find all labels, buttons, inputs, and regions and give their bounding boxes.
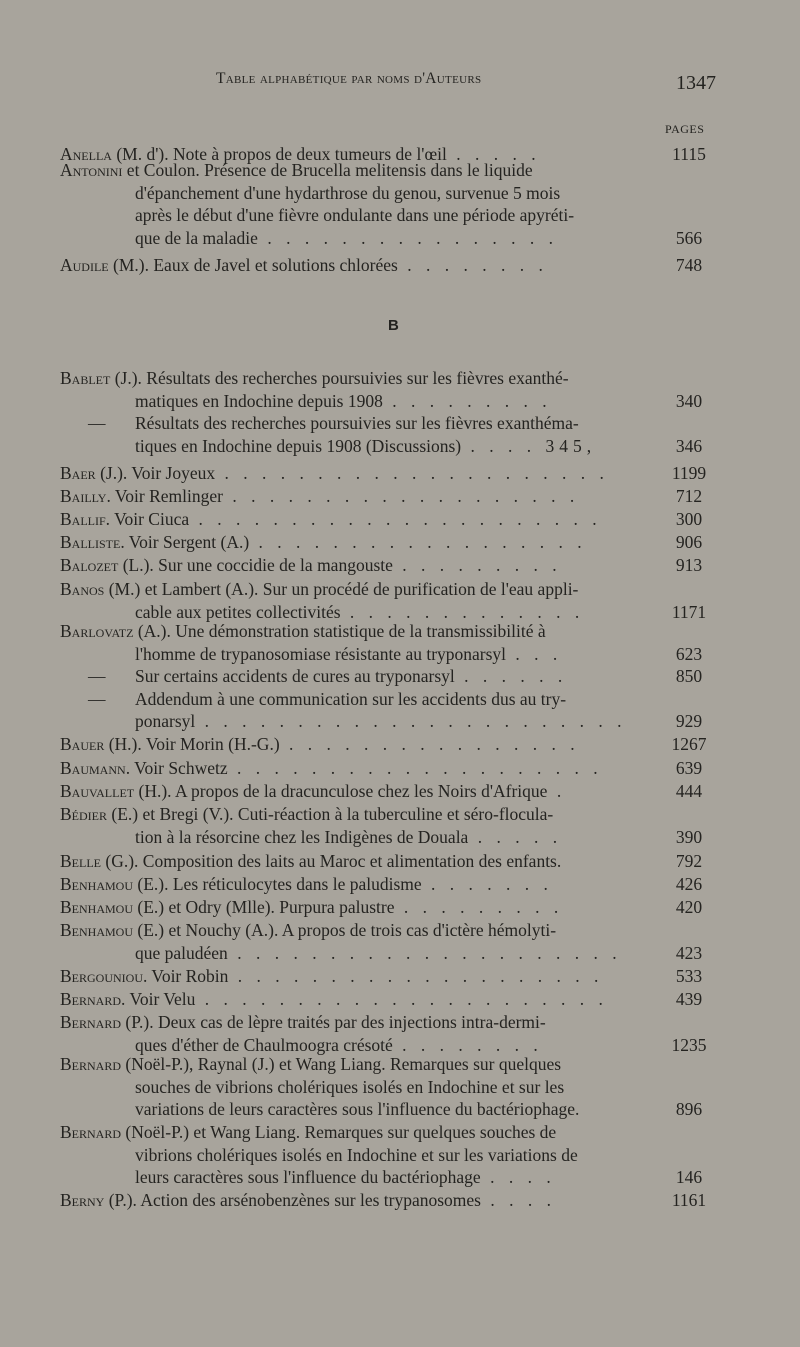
entry-text: leurs caractères sous l'influence du bactériophage (135, 1167, 481, 1188)
index-entry (60, 367, 720, 457)
page-number: 1347 (676, 72, 716, 94)
index-entry (60, 896, 720, 919)
entry-text: que de la maladie (135, 227, 258, 248)
entry-line (60, 710, 720, 733)
entry-text: l'homme de trypanosomiase résistante au tryponarsyl (135, 643, 507, 664)
author-name: Banos (60, 579, 105, 599)
page-reference: 896 (675, 1099, 703, 1120)
page-reference: 300 (675, 509, 703, 529)
entry-line (60, 620, 720, 643)
page-reference: 420 (675, 897, 703, 917)
entry-text: et Coulon. Présence de Brucella melitensis dans le liquide (122, 160, 533, 180)
dot-leader: . . . . . . . . . . . . . . . . . . . (222, 486, 580, 506)
author-name: Bernard (60, 1054, 122, 1074)
page-reference: 1161 (671, 1190, 707, 1210)
entry-text: (E.). Les réticulocytes dans le paludisme (133, 874, 422, 894)
author-name: Balozet (60, 555, 119, 575)
entry-line (60, 988, 720, 1011)
entry-text: Addendum à une communication sur les accidents dus au try- (135, 688, 567, 709)
entry-line (60, 733, 720, 756)
dot-leader: . . . . . . . . . . . . . . . . (279, 734, 580, 754)
page-reference: 439 (675, 989, 703, 1009)
index-entry (60, 531, 720, 554)
entry-line (60, 896, 720, 919)
page-reference: 1235 (671, 1034, 707, 1055)
entry-line (60, 531, 720, 554)
entry-text: . Voir Remlinger (106, 486, 223, 506)
index-entry (60, 620, 720, 733)
author-name: Bauvallet (60, 781, 135, 801)
entry-line (60, 435, 720, 458)
page-reference: 906 (675, 532, 703, 552)
page-reference: 423 (675, 942, 703, 963)
author-name: Baumann (60, 758, 126, 778)
entry-line (60, 508, 720, 531)
entry-text: matiques en Indochine depuis 1908 (135, 390, 383, 411)
ditto-dash: — (88, 413, 106, 434)
author-name: Bailly (60, 486, 107, 506)
entry-line (60, 965, 720, 988)
dot-leader: . (547, 781, 567, 801)
dot-leader: . . . . . . . . . . . . . . . . . . . . . (215, 463, 609, 483)
author-name: Bablet (60, 368, 111, 388)
entry-text: ques d'éther de Chaulmoogra crésoté (135, 1034, 393, 1055)
entry-text: souches de vibrions cholériques isolés en Indochine et sur les (135, 1076, 565, 1097)
entry-text: (E.) et Odry (Mlle). Purpura palustre (133, 897, 395, 917)
page-reference: 850 (675, 666, 703, 687)
author-name: Balliste (60, 532, 121, 552)
dot-leader: . . . . (481, 1190, 556, 1210)
dot-leader: . . . . . (446, 144, 541, 164)
entry-text: . Voir Ciuca (105, 509, 190, 529)
entry-text: (Noël-P.) et Wang Liang. Remarques sur quelques souches de (121, 1122, 557, 1142)
entry-line (60, 554, 720, 577)
entry-text: Résultats des recherches poursuivies sur les fièvres exanthéma- (135, 413, 579, 434)
author-name: Berny (60, 1190, 105, 1210)
page-reference: 1115 (672, 144, 706, 164)
dot-leader: . . . . . . . . . . . . . . . . . . . . (228, 966, 604, 986)
index-entry (60, 254, 720, 277)
entry-text: (G.). Composition des laits au Maroc et alimentation des enfants. (101, 851, 562, 871)
dot-leader: . . . . . (468, 826, 563, 847)
author-name: Bernard (60, 1012, 122, 1032)
entry-text: . Voir Schwetz (125, 758, 228, 778)
author-name: Bergouniou (60, 966, 143, 986)
page-reference: 1199 (671, 463, 707, 483)
entry-line (60, 578, 720, 601)
entry-text: vibrions cholériques isolés en Indochine et sur les variations de (135, 1144, 578, 1165)
entry-line (60, 665, 720, 688)
dot-leader: . . . . . . . . . . . . . (340, 601, 585, 622)
entry-text: Sur certains accidents de cures au tryponarsyl (135, 666, 455, 687)
entry-line (60, 1144, 720, 1167)
index-entry (60, 733, 720, 756)
index-entry (60, 1189, 720, 1212)
page-reference: 390 (675, 826, 703, 847)
dot-leader: . . . (506, 643, 563, 664)
dot-leader: . . . . . . . . (397, 255, 548, 275)
entry-text: . Voir Velu (121, 989, 196, 1009)
index-entry (60, 554, 720, 577)
entry-text: après le début d'une fièvre ondulante dans une période apyréti- (135, 205, 575, 226)
entry-text: . Voir Sergent (A.) (120, 532, 250, 552)
entry-text: cable aux petites collectivités (135, 601, 341, 622)
dot-leader: . . . . . . (454, 666, 568, 687)
index-entry (60, 1053, 720, 1121)
entry-text: (H.). A propos de la dracunculose chez les Noirs d'Afrique (134, 781, 548, 801)
entry-text: (Noël-P.), Raynal (J.) et Wang Liang. Remarques sur quelques (121, 1054, 562, 1074)
entry-text: variations de leurs caractères sous l'influence du bactériophage. (135, 1099, 580, 1120)
author-name: Benhamou (60, 897, 134, 917)
entry-line (60, 1011, 720, 1034)
ditto-dash: — (88, 666, 106, 687)
entry-text: d'épanchement d'une hydarthrose du genou, survenue 5 mois (135, 182, 561, 203)
entry-line (60, 826, 720, 849)
entry-line (60, 1121, 720, 1144)
entry-line (60, 643, 720, 666)
ditto-dash: — (88, 688, 106, 709)
page-reference: 146 (675, 1167, 703, 1188)
entry-line (60, 1166, 720, 1189)
dot-leader: . . . . . . . . . (392, 555, 562, 575)
entry-text: tiques en Indochine depuis 1908 (Discussions) (135, 435, 462, 456)
dot-leader: . . . . . . . . (392, 1034, 543, 1055)
dot-leader: . . . . . . . . . (394, 897, 564, 917)
entry-text: (M. d'). Note à propos de deux tumeurs de l'œil (111, 144, 447, 164)
entry-line (60, 462, 720, 485)
entry-line (60, 254, 720, 277)
entry-line (60, 1053, 720, 1076)
entry-text: que paludéen (135, 942, 228, 963)
page-reference: 623 (675, 643, 703, 664)
author-name: Bernard (60, 1122, 122, 1142)
page-reference: 533 (675, 966, 703, 986)
section-letter: B (388, 317, 399, 334)
page-reference: 748 (675, 255, 703, 275)
index-entry (60, 965, 720, 988)
author-name: Belle (60, 851, 101, 871)
dot-leader: . . . . . . . . . (382, 390, 552, 411)
dot-leader: . . . . 345, (461, 435, 597, 456)
entry-line (60, 485, 720, 508)
entry-line (60, 159, 720, 182)
index-entry (60, 850, 720, 873)
page-reference: 792 (675, 851, 703, 871)
author-name: Barlovatz (60, 621, 134, 641)
entry-text: ponarsyl (135, 711, 196, 732)
author-name: Benhamou (60, 874, 134, 894)
page-reference: 426 (675, 874, 703, 894)
entry-text: (M.). Eaux de Javel et solutions chlorées (108, 255, 398, 275)
entry-line (60, 182, 720, 205)
entry-line (60, 367, 720, 390)
entry-text: (J.). Résultats des recherches poursuivies sur les fièvres exanthé- (110, 368, 569, 388)
dot-leader: . . . . . . . . . . . . . . . . . . . . . . (195, 989, 608, 1009)
index-entry (60, 757, 720, 780)
pages-column-label: PAGES (665, 122, 705, 136)
entry-text: (P.). Action des arsénobenzènes sur les trypanosomes (104, 1190, 481, 1210)
dot-leader: . . . . . . . . . . . . . . . . . . . . . . (189, 509, 602, 529)
index-entry (60, 159, 720, 249)
entry-line (60, 803, 720, 826)
entry-text: . Voir Robin (143, 966, 229, 986)
page-reference: 340 (675, 390, 703, 411)
entry-text: (E.) et Bregi (V.). Cuti-réaction à la tuberculine et séro-flocula- (107, 804, 554, 824)
entry-line (60, 390, 720, 413)
entry-line (60, 780, 720, 803)
entry-line (60, 1098, 720, 1121)
entry-line (60, 412, 720, 435)
author-name: Bauer (60, 734, 105, 754)
page-reference: 346 (675, 435, 703, 456)
dot-leader: . . . . . . . . . . . . . . . . . . . . (227, 758, 603, 778)
entry-line (60, 942, 720, 965)
page-reference: 929 (675, 711, 703, 732)
index-entry (60, 462, 720, 485)
entry-line (60, 1189, 720, 1212)
page-reference: 444 (675, 781, 703, 801)
author-name: Baer (60, 463, 96, 483)
author-name: Bédier (60, 804, 107, 824)
entry-text: (P.). Deux cas de lèpre traités par des injections intra-dermi- (121, 1012, 546, 1032)
entry-line (60, 850, 720, 873)
entry-line (60, 688, 720, 711)
entry-line (60, 1076, 720, 1099)
index-entry (60, 1121, 720, 1189)
entry-text: (E.) et Nouchy (A.). A propos de trois cas d'ictère hémolyti- (133, 920, 557, 940)
entry-line (60, 757, 720, 780)
author-name: Antonini (60, 160, 123, 180)
entry-text: (A.). Une démonstration statistique de la transmissibilité à (133, 621, 546, 641)
entry-text: (M.) et Lambert (A.). Sur un procédé de purification de l'eau appli- (104, 579, 579, 599)
author-name: Benhamou (60, 920, 134, 940)
page-reference: 566 (675, 227, 703, 248)
index-entry (60, 578, 720, 623)
entry-text: (H.). Voir Morin (H.-G.) (104, 734, 280, 754)
entry-line (60, 227, 720, 250)
page-reference: 712 (675, 486, 703, 506)
index-entry (60, 508, 720, 531)
index-entry (60, 988, 720, 1011)
entry-line (60, 873, 720, 896)
dot-leader: . . . . . . . . . . . . . . . . . . . . . . . (195, 711, 627, 732)
dot-leader: . . . . . . . (421, 874, 553, 894)
index-entry (60, 919, 720, 964)
author-name: Audile (60, 255, 109, 275)
entry-text: (L.). Sur une coccidie de la mangouste (118, 555, 393, 575)
author-name: Bernard (60, 989, 122, 1009)
index-entry (60, 803, 720, 848)
entry-line (60, 919, 720, 942)
index-entry (60, 485, 720, 508)
entry-text: tion à la résorcine chez les Indigènes de Douala (135, 826, 469, 847)
page-reference: 639 (675, 758, 703, 778)
index-entry (60, 873, 720, 896)
page-reference: 1171 (671, 601, 707, 622)
dot-leader: . . . . . . . . . . . . . . . . (257, 227, 558, 248)
index-entry (60, 1011, 720, 1056)
entry-line (60, 204, 720, 227)
dot-leader: . . . . (480, 1167, 556, 1188)
author-name: Anella (60, 144, 112, 164)
dot-leader: . . . . . . . . . . . . . . . . . . (249, 532, 587, 552)
entry-text: (J.). Voir Joyeux (95, 463, 216, 483)
dot-leader: . . . . . . . . . . . . . . . . . . . . . (227, 942, 622, 963)
index-entry (60, 780, 720, 803)
page-reference: 913 (675, 555, 703, 575)
author-name: Ballif (60, 509, 106, 529)
running-title: Table alphabétique par noms d'Auteurs (216, 70, 482, 87)
page-reference: 1267 (671, 734, 707, 754)
